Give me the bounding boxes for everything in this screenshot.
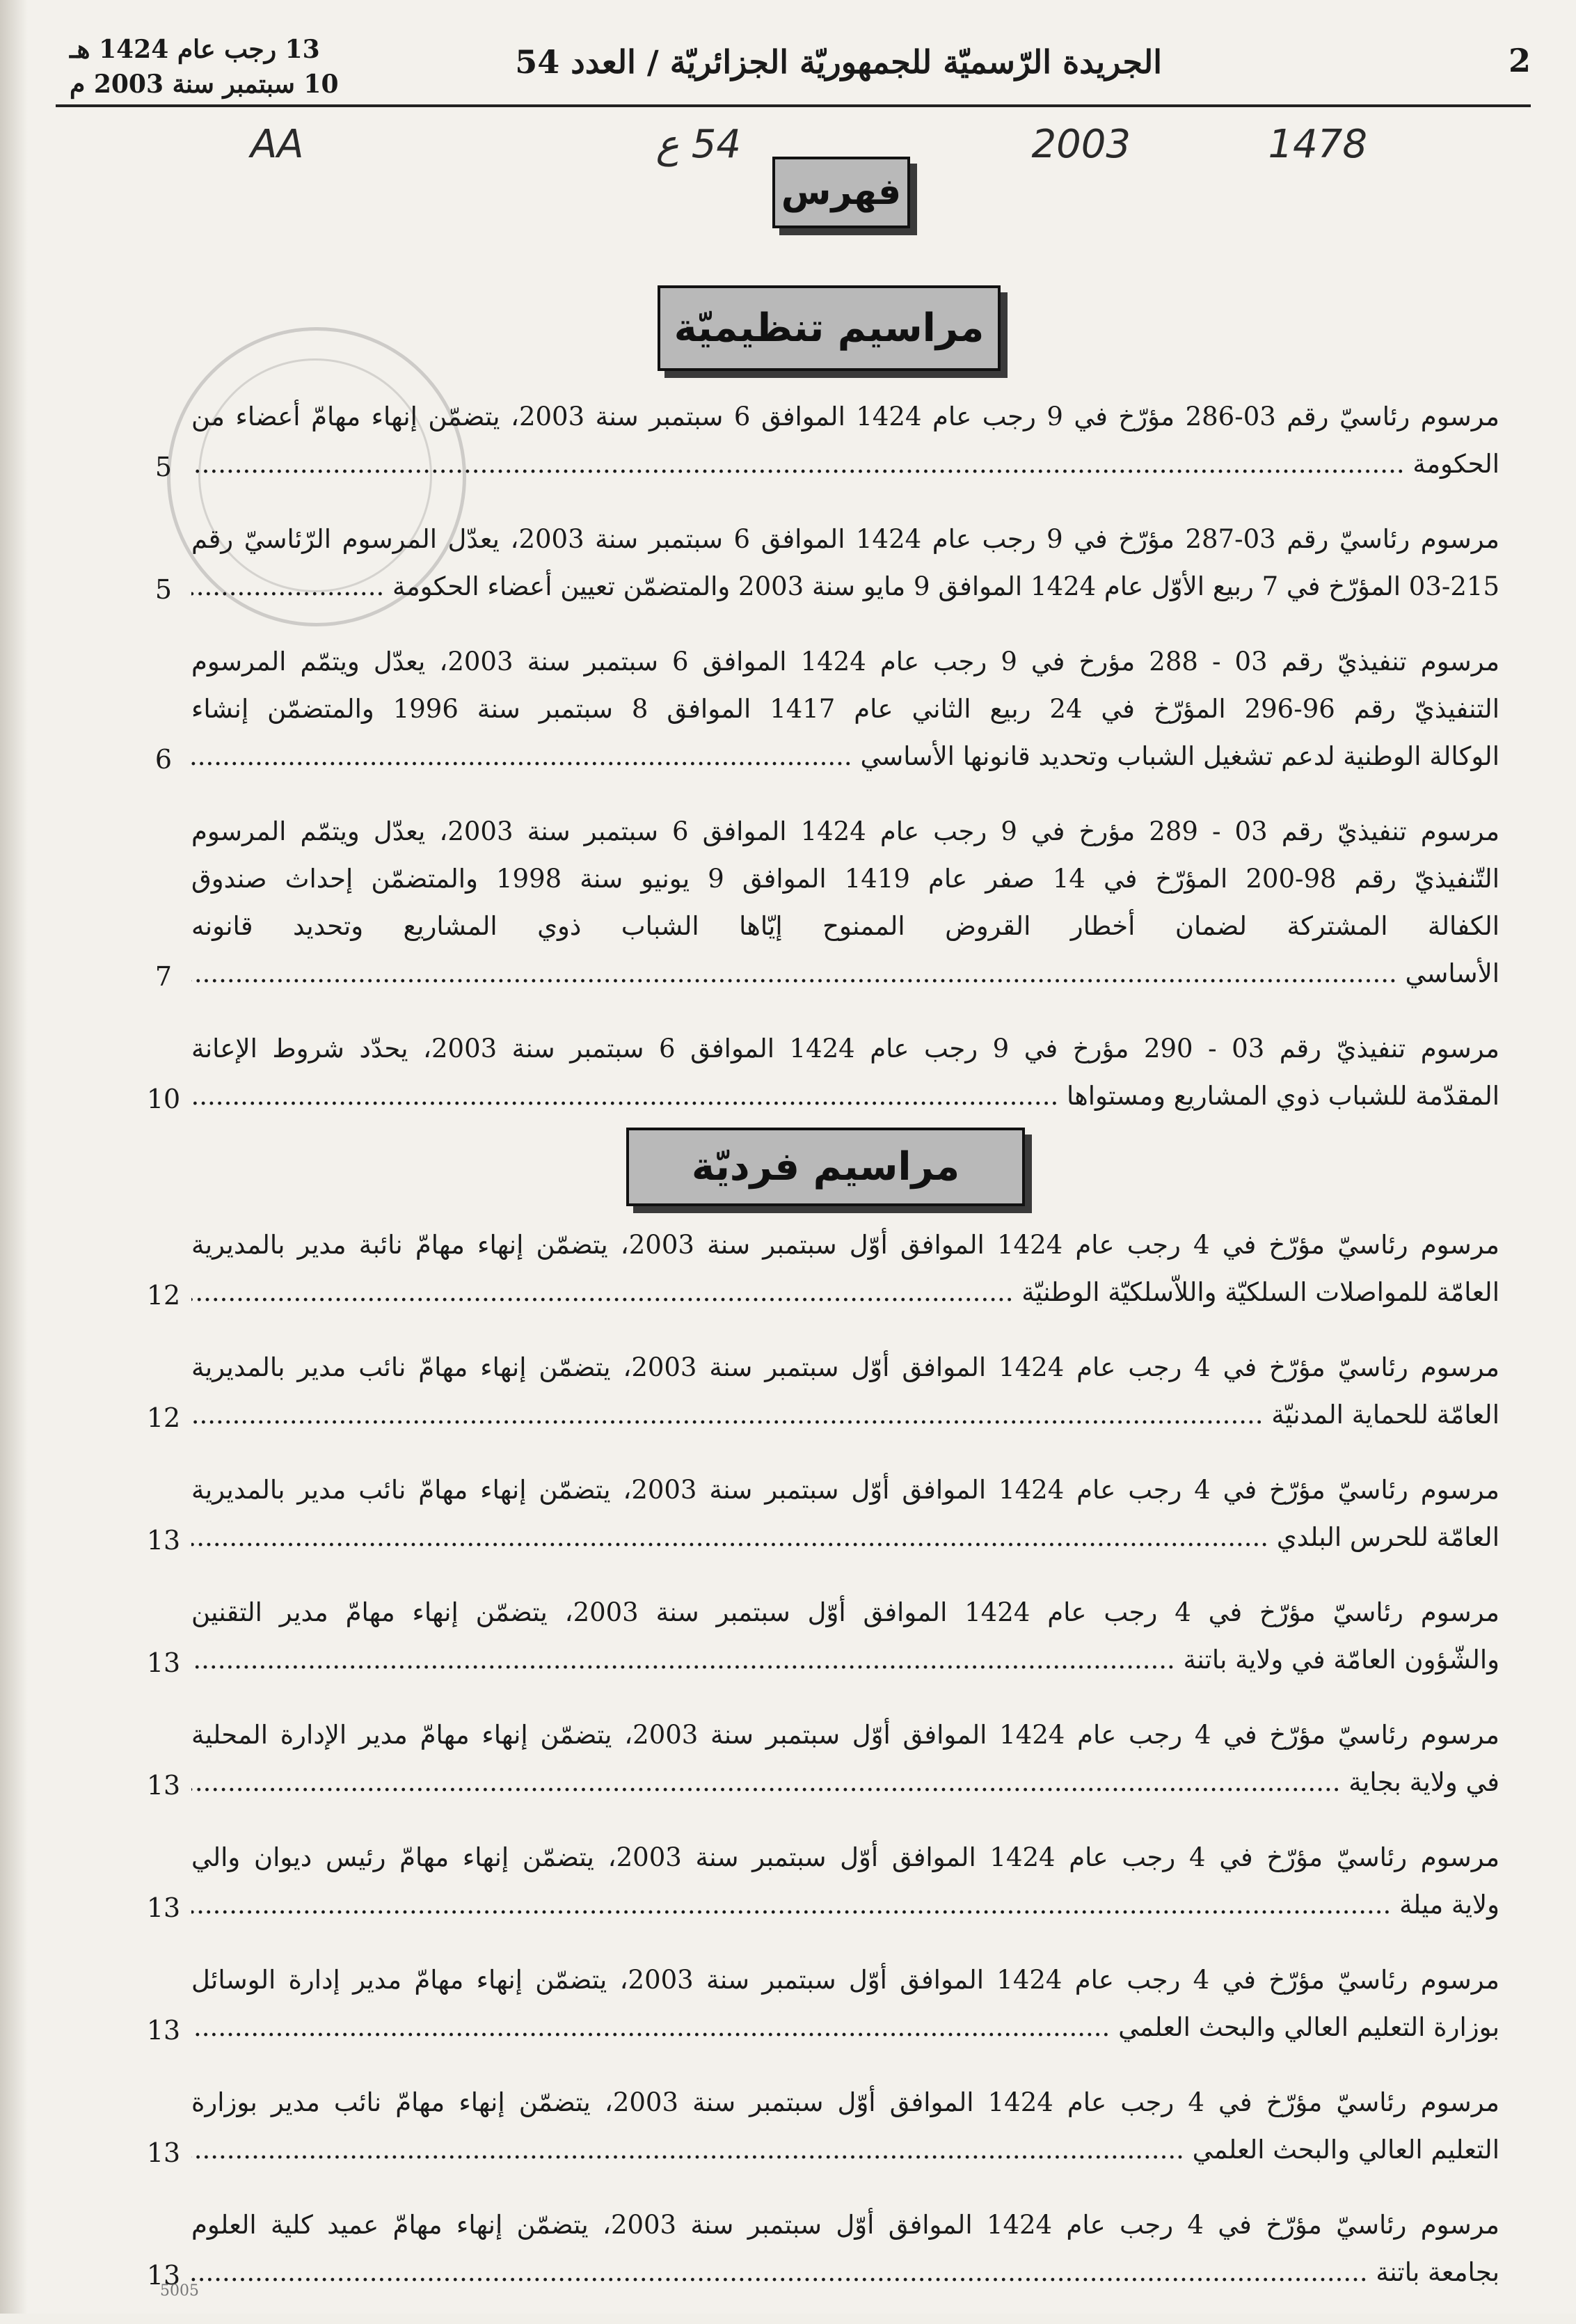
toc-page-number: 13 [146, 1892, 181, 1923]
handwritten-note-2003: 2003 [1031, 122, 1131, 167]
toc-entry [146, 1712, 1499, 1806]
toc-entry-line: العامّة للمواصلات السلكيّة واللاّسلكيّة الوطنيّة ..... [191, 1269, 1499, 1316]
toc-page-number: 5 [154, 574, 173, 605]
toc-page-number: 7 [154, 961, 173, 992]
toc-entry [146, 1957, 1499, 2051]
toc-page-number: 10 [146, 1084, 181, 1114]
section-regulatory-title: مراسيم تنظيميّة [658, 285, 1001, 371]
toc-entry-line: الكفالة المشتركة لضمان أخطار القروض الممنوح إيّاها الشباب ذوي المشاريع وتحديد قانونه [191, 911, 1499, 941]
index-title: فهرس [772, 157, 910, 228]
toc-entry-line: العامّة للحماية المدنيّة ..... [191, 1391, 1499, 1439]
toc-entry-line: مرسوم رئاسيّ رقم 03-287 مؤرّخ في 9 رجب عام 1424 الموافق 6 سبتمبر سنة 2003، يعدّل المرسوم الرّئاسيّ رقم [191, 524, 1499, 554]
toc-entry-line: العامّة للحرس البلدي ..... [191, 1514, 1499, 1561]
date-hijri: 13 رجب عام 1424 هـ [70, 35, 320, 64]
toc-entry-line: بجامعة باتنة ..... [191, 2249, 1499, 2296]
toc-entry-line: الحكومة ..... [191, 441, 1499, 488]
toc-entry-line: مرسوم تنفيذيّ رقم 03 - 289 مؤرخ في 9 رجب عام 1424 الموافق 6 سبتمبر سنة 2003، يعدّل ويتمّم المرسوم [191, 816, 1499, 846]
binding-edge [0, 0, 28, 2314]
toc-entry-line: مرسوم رئاسيّ مؤرّخ في 4 رجب عام 1424 الموافق أوّل سبتمبر سنة 2003، يتضمّن إنهاء مهامّ نائبة مدير بالمديرية [191, 1230, 1499, 1260]
section-individual-title: مراسيم فرديّة [626, 1128, 1025, 1206]
toc-entry [154, 638, 1499, 780]
page-header [56, 28, 1531, 107]
toc-page-number: 5 [154, 452, 173, 482]
toc-page-number: 13 [146, 2015, 181, 2046]
page-number: 2 [1508, 42, 1531, 79]
toc-entry-line: مرسوم رئاسيّ مؤرّخ في 4 رجب عام 1424 الموافق أوّل سبتمبر سنة 2003، يتضمّن إنهاء مهامّ نائب مدير بالمديرية [191, 1475, 1499, 1505]
toc-entry [146, 1834, 1499, 1929]
toc-entry [146, 1344, 1499, 1439]
toc-page-number: 13 [146, 1647, 181, 1678]
toc-page-number: 13 [146, 2137, 181, 2168]
toc-entry [146, 1467, 1499, 1561]
issue-dates [70, 32, 339, 102]
toc-entry-line: مرسوم رئاسيّ مؤرّخ في 4 رجب عام 1424 الموافق أوّل سبتمبر سنة 2003، يتضمّن إنهاء مهامّ مدير إدارة الوسائل [191, 1965, 1499, 1995]
toc-page-number: 12 [146, 1402, 181, 1433]
handwritten-note-54: 54 ع [655, 122, 741, 167]
toc-entry-line: بوزارة التعليم العالي والبحث العلمي ..... [191, 2004, 1499, 2051]
toc-entry-line: والشّؤون العامّة في ولاية باتنة ..... [191, 1636, 1499, 1684]
handwritten-note-aa: AA [250, 122, 304, 167]
toc-entry-line: مرسوم رئاسيّ رقم 03-286 مؤرّخ في 9 رجب عام 1424 الموافق 6 سبتمبر سنة 2003، يتضمّن إنهاء مهامّ أعضاء من [191, 402, 1499, 432]
toc-entry-line: ولاية ميلة ..... [191, 1881, 1499, 1929]
toc-page-number: 13 [146, 1525, 181, 1556]
toc-entry-line: مرسوم رئاسيّ مؤرّخ في 4 رجب عام 1424 الموافق أوّل سبتمبر سنة 2003، يتضمّن إنهاء مهامّ رئيس ديوان والي [191, 1842, 1499, 1872]
regulatory-entries [146, 393, 1499, 1148]
toc-entry-line: الأساسي ..... [191, 950, 1499, 997]
journal-title: الجريدة الرّسميّة للجمهوريّة الجزائريّة / العدد 54 [515, 43, 1162, 81]
toc-entry-line: مرسوم رئاسيّ مؤرّخ في 4 رجب عام 1424 الموافق أوّل سبتمبر سنة 2003، يتضمّن إنهاء مهامّ نائب مدير بالمديرية [191, 1352, 1499, 1382]
toc-entry [146, 1025, 1499, 1120]
toc-entry-line: مرسوم رئاسيّ مؤرّخ في 4 رجب عام 1424 الموافق أوّل سبتمبر سنة 2003، يتضمّن إنهاء مهامّ عميد كلية العلوم [191, 2210, 1499, 2240]
toc-entry-line: مرسوم رئاسيّ مؤرّخ في 4 رجب عام 1424 الموافق أوّل سبتمبر سنة 2003، يتضمّن إنهاء مهامّ نائب مدير بوزارة [191, 2087, 1499, 2117]
toc-entry-line: الوكالة الوطنية لدعم تشغيل الشباب وتحديد قانونها الأساسي ..... [191, 733, 1499, 780]
toc-page-number: 13 [146, 2260, 181, 2291]
toc-entry-line: مرسوم رئاسيّ مؤرّخ في 4 رجب عام 1424 الموافق أوّل سبتمبر سنة 2003، يتضمّن إنهاء مهامّ مدير التقنين [191, 1597, 1499, 1627]
toc-entry [146, 1222, 1499, 1316]
toc-entry-line: التنفيذيّ رقم 96-296 المؤرّخ في 24 ربيع الثاني عام 1417 الموافق 8 سبتمبر سنة 1996 والمتضمّن إنشاء [191, 694, 1499, 724]
toc-entry-line: 03-215 المؤرّخ في 7 ربيع الأوّل عام 1424 الموافق 9 مايو سنة 2003 والمتضمّن تعيين أعضاء الحكومة ..... [191, 563, 1499, 610]
toc-entry-line: مرسوم تنفيذيّ رقم 03 - 290 مؤرخ في 9 رجب عام 1424 الموافق 6 سبتمبر سنة 2003، يحدّد شروط الإعانة [191, 1034, 1499, 1064]
toc-entry [146, 2079, 1499, 2174]
toc-entry-line: في ولاية بجاية ..... [191, 1759, 1499, 1806]
toc-entry-line: مرسوم تنفيذيّ رقم 03 - 288 مؤرخ في 9 رجب عام 1424 الموافق 6 سبتمبر سنة 2003، يعدّل ويتمّم المرسوم [191, 647, 1499, 677]
toc-entry [154, 516, 1499, 610]
toc-entry-line: التّنفيذيّ رقم 98-200 المؤرّخ في 14 صفر عام 1419 الموافق 9 يونيو سنة 1998 والمتضمّن إحداث صندوق [191, 864, 1499, 894]
date-gregorian: 10 سبتمبر سنة 2003 م [70, 70, 339, 99]
toc-entry-line: التعليم العالي والبحث العلمي ..... [191, 2126, 1499, 2174]
toc-page-number: 12 [146, 1280, 181, 1311]
handwritten-note-1478: 1478 [1268, 122, 1367, 167]
toc-entry [146, 1589, 1499, 1684]
toc-page-number: 6 [154, 744, 173, 775]
toc-entry-line: المقدّمة للشباب ذوي المشاريع ومستواها ..... [191, 1073, 1499, 1120]
toc-entry [154, 808, 1499, 997]
toc-page-number: 13 [146, 1770, 181, 1801]
toc-entry [154, 393, 1499, 488]
footer-mark: 5005 [160, 2282, 199, 2300]
toc-entry-line: مرسوم رئاسيّ مؤرّخ في 4 رجب عام 1424 الموافق أوّل سبتمبر سنة 2003، يتضمّن إنهاء مهامّ مدير الإدارة المحلية [191, 1720, 1499, 1750]
